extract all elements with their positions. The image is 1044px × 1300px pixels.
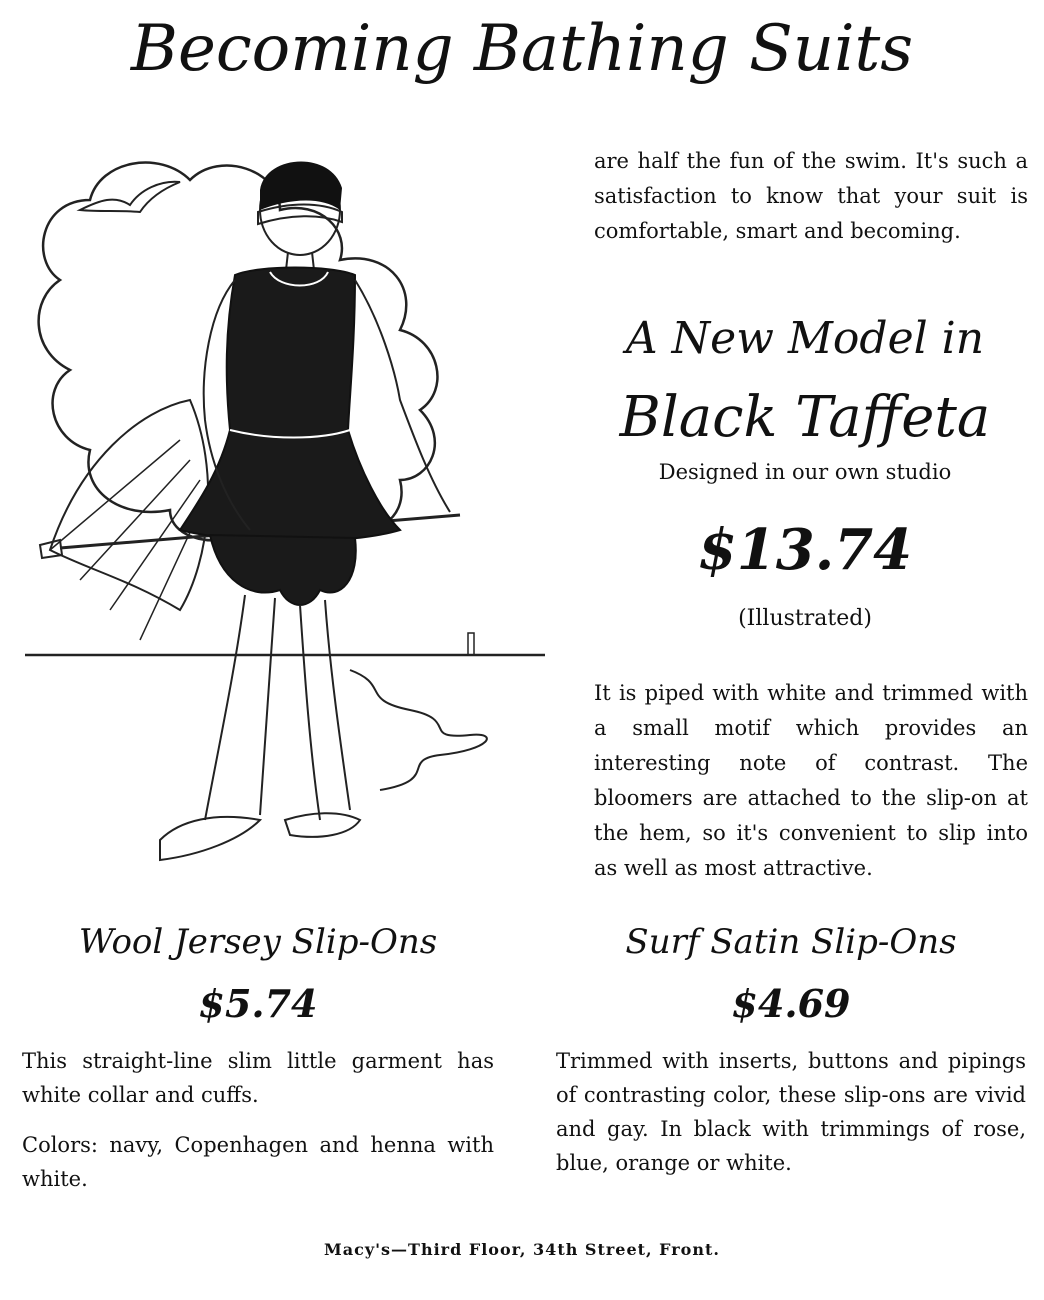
intro-paragraph: are half the fun of the swim. It's such a satisfaction to know that your suit is comfortable, smart and becoming. [594, 149, 1028, 243]
surf-satin-section [556, 922, 1026, 1180]
headline: Becoming Bathing Suits [130, 12, 914, 86]
featured-heading-line2: Black Taffeta [619, 385, 991, 450]
featured-description: It is piped with white and trimmed with a small motif which provides an interesting note of contrast. The bloomers are attached to the slip-on at the hem, so it's convenient to slip into as well as most attractive. [594, 681, 1028, 880]
featured-subtitle: Designed in our own studio [658, 460, 952, 484]
featured-price: $13.74 [697, 517, 913, 583]
surf-satin-price: $4.69 [731, 980, 851, 1026]
wool-jersey-price: $5.74 [198, 980, 318, 1026]
wool-jersey-section [22, 922, 494, 1196]
featured-note: (Illustrated) [738, 606, 872, 631]
surf-satin-description: Trimmed with inserts, buttons and pipings of contrasting color, these slip-ons are vivid and gay. In black with trimmings of rose, blue, orange or white. [556, 1049, 1026, 1176]
wool-jersey-description: This straight-line slim little garment has white collar and cuffs. [22, 1049, 494, 1108]
wool-jersey-colors: Colors: navy, Copenhagen and henna with white. [22, 1133, 494, 1192]
surf-satin-title: Surf Satin Slip-Ons [625, 922, 957, 962]
bathing-suit-illustration [20, 140, 560, 880]
featured-heading-line1: A New Model in [625, 313, 985, 364]
store-footer: Macy's—Third Floor, 34th Street, Front. [324, 1240, 720, 1259]
wool-jersey-title: Wool Jersey Slip-Ons [78, 922, 438, 962]
